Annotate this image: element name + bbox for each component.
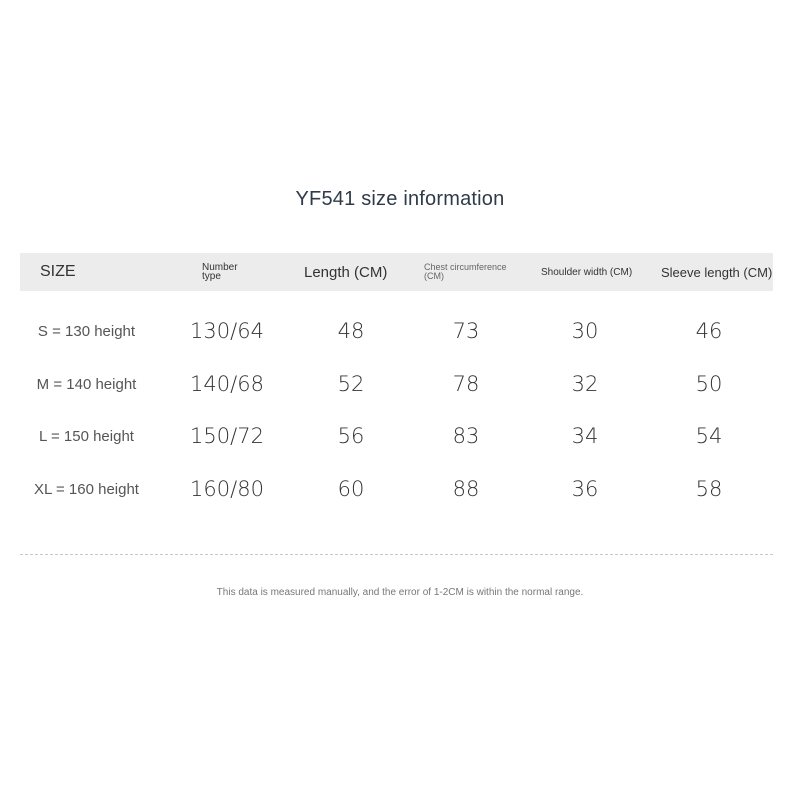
row-size-label: L = 150 height <box>39 427 134 445</box>
table-row <box>0 369 800 399</box>
table-row <box>0 474 800 504</box>
header-chest-line1: Chest circumference <box>424 262 507 272</box>
row-size-label: M = 140 height <box>36 375 137 393</box>
row-shoulder: 32 <box>571 372 599 396</box>
row-length: 48 <box>337 319 365 343</box>
header-shoulder: Shoulder width (CM) <box>541 266 633 278</box>
row-sleeve: 50 <box>695 372 723 396</box>
table-row <box>0 421 800 451</box>
row-number-type: 130/64 <box>190 319 264 343</box>
row-shoulder: 30 <box>571 319 599 343</box>
header-number-type-line1: Number <box>202 262 238 273</box>
row-number-type: 140/68 <box>190 372 264 396</box>
header-number-type <box>202 253 238 291</box>
row-size-label: XL = 160 height <box>34 480 139 498</box>
row-number-type: 150/72 <box>190 424 264 448</box>
row-chest: 73 <box>452 319 480 343</box>
page-title: YF541 size information <box>295 188 505 210</box>
row-length: 56 <box>337 424 365 448</box>
row-shoulder: 36 <box>571 477 599 501</box>
header-chest <box>424 253 507 291</box>
table-header <box>20 253 773 291</box>
row-length: 52 <box>337 372 365 396</box>
dashed-divider <box>20 554 773 555</box>
header-chest-line2: (CM) <box>424 271 444 281</box>
row-shoulder: 34 <box>571 424 599 448</box>
row-chest: 78 <box>452 372 480 396</box>
row-number-type: 160/80 <box>190 477 264 501</box>
row-sleeve: 46 <box>695 319 723 343</box>
row-sleeve: 54 <box>695 424 723 448</box>
header-number-type-line2: type <box>202 271 221 282</box>
row-length: 60 <box>337 477 365 501</box>
header-sleeve: Sleeve length (CM) <box>661 264 773 280</box>
table-row <box>0 316 800 346</box>
measurement-note: This data is measured manually, and the error of 1-2CM is within the normal range. <box>216 587 584 598</box>
header-size: SIZE <box>40 263 76 280</box>
row-chest: 83 <box>452 424 480 448</box>
row-chest: 88 <box>452 477 480 501</box>
row-size-label: S = 130 height <box>37 322 136 340</box>
row-sleeve: 58 <box>695 477 723 501</box>
header-length: Length (CM) <box>304 263 388 281</box>
